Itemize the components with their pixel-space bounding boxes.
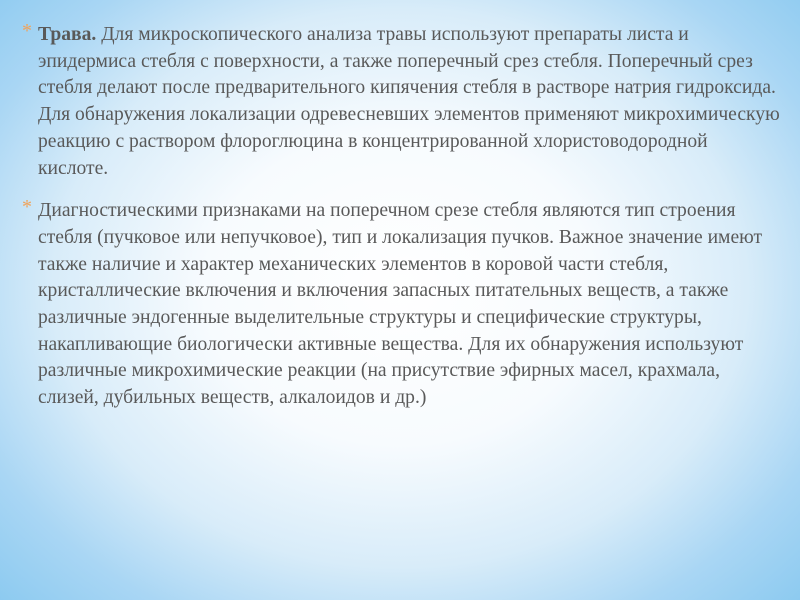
bullet-star-icon: * <box>22 196 32 219</box>
slide-content <box>22 22 782 412</box>
term-herb: Трава. <box>38 24 97 45</box>
paragraph-diagnostics <box>22 198 782 412</box>
paragraph-diagnostics-text: Диагностическими признаками на поперечном срезе стебля являются тип строения стебля (пучковое или непучковое), тип и локализация пучков. Важное значение имеют также наличие и характер механических элементов в коровой части стебля, кристаллические включения и включения запасных питательных веществ, а также различные эндогенные выделительные структуры и специфические структуры, накапливающие биологически активные вещества. Для их обнаружения используют различные микрохимические реакции (на присутствие эфирных масел, крахмала, слизей, дубильных веществ, алкалоидов и др.) <box>38 200 763 409</box>
bullet-star-icon: * <box>22 20 32 42</box>
paragraph-herb <box>22 22 782 182</box>
paragraph-herb-text: Для микроскопического анализа травы используют препараты листа и эпидермиса стебля с поверхности, а также поперечный срез стебля. Поперечный срез стебля делают после предварительного кипячения стебля в растворе натрия гидроксида. Для обнаружения локализации одревесневших элементов применяют микрохимическую реакцию с раствором флороглюцина в концентрированной хлористоводородной кислоте. <box>38 24 780 179</box>
